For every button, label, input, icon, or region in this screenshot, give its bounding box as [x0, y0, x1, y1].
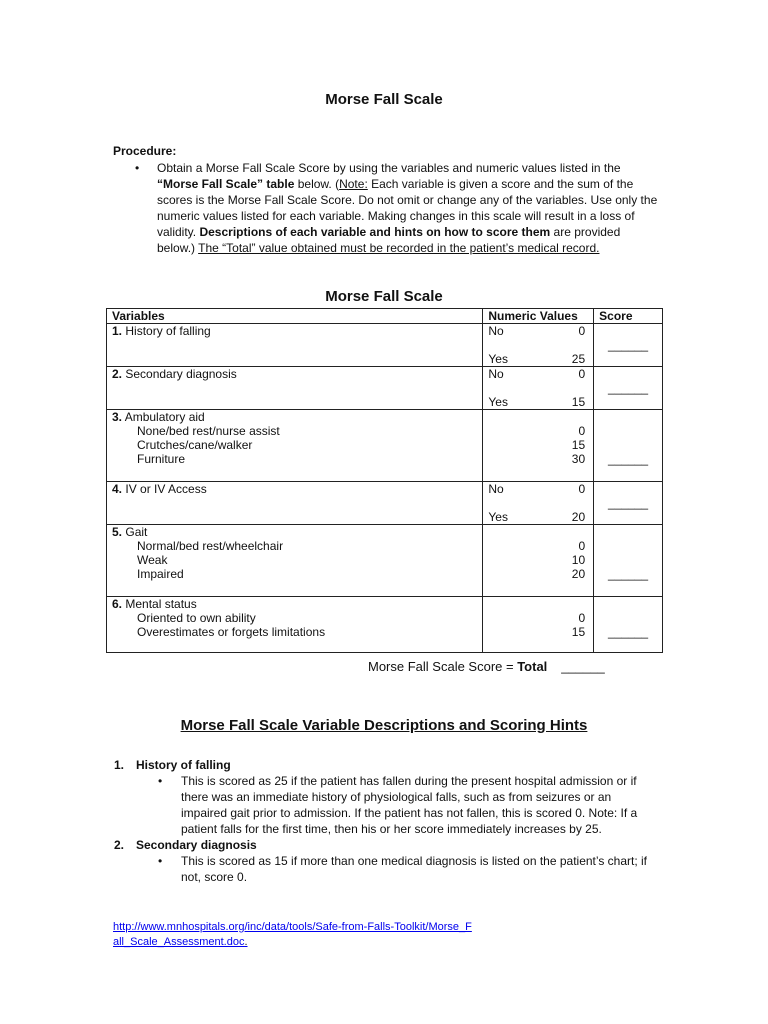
option-value: 0: [578, 324, 586, 338]
description-number: 1.: [114, 758, 125, 772]
option-value: 0: [578, 482, 586, 496]
description-label: History of falling: [136, 758, 231, 772]
score-cell[interactable]: [594, 410, 663, 482]
procedure-table-ref: “Morse Fall Scale” table: [157, 177, 295, 191]
descriptions-title: Morse Fall Scale Variable Descriptions and Scoring Hints: [180, 717, 588, 734]
table-header-row: [107, 309, 663, 324]
variable-cell: [107, 367, 483, 410]
description-number: 2.: [114, 838, 125, 852]
header-variables: Variables: [107, 309, 483, 324]
source-link[interactable]: http://www.mnhospitals.org/inc/data/tools/Safe-from-Falls-Toolkit/Morse_Fall_Scale_Assessment.doc: [113, 921, 472, 948]
option-label: Oriented to own ability: [137, 611, 256, 625]
variable-name: Gait: [125, 525, 148, 539]
variable-name: Ambulatory aid: [124, 410, 205, 424]
variable-cell: [107, 482, 483, 525]
option-value: 20: [571, 567, 586, 581]
morse-fall-scale-table: [106, 308, 663, 653]
option-label: Weak: [137, 553, 168, 567]
option-label: Normal/bed rest/wheelchair: [137, 539, 284, 553]
variable-name: History of falling: [125, 324, 211, 338]
score-blank[interactable]: ______: [608, 567, 649, 581]
numeric-values-cell: [483, 482, 594, 525]
numeric-values-cell: [483, 525, 594, 597]
table-row: [107, 367, 663, 410]
variable-number: 4.: [112, 482, 123, 496]
score-blank[interactable]: ______: [608, 496, 649, 510]
procedure-bullet-item: [113, 160, 658, 256]
numeric-values-cell: [483, 324, 594, 367]
score-cell[interactable]: [594, 525, 663, 597]
variable-name: Mental status: [125, 597, 197, 611]
option-value: 10: [571, 553, 586, 567]
score-cell[interactable]: [594, 482, 663, 525]
option-label: Furniture: [137, 452, 186, 466]
variable-name: IV or IV Access: [125, 482, 207, 496]
score-cell[interactable]: [594, 597, 663, 653]
source-link-line: [113, 920, 473, 950]
description-label: Secondary diagnosis: [136, 838, 257, 852]
option-value: 0: [578, 611, 586, 625]
numeric-values-cell: [483, 597, 594, 653]
procedure-text-7: are provided below.): [157, 225, 621, 255]
total-score-line: [368, 659, 605, 674]
variable-cell: [107, 324, 483, 367]
variable-number: 1.: [112, 324, 123, 338]
option-label: Yes: [488, 395, 508, 409]
description-text: This is scored as 25 if the patient has fallen during the present hospital admission or if there was an immediate history of physiological falls, such as from seizures or an impaired gait prior to admission. If the patient has not fallen, this is scored 0. Note: If a patient falls for the first time, then his or her score immediately increases by 25.: [181, 774, 638, 836]
option-value: 0: [578, 367, 586, 381]
variable-cell: [107, 525, 483, 597]
variable-cell: [107, 410, 483, 482]
option-value: 0: [578, 424, 586, 438]
page-title: Morse Fall Scale: [325, 91, 443, 108]
procedure-note-label: Note:: [339, 177, 368, 191]
option-label: None/bed rest/nurse assist: [137, 424, 280, 438]
total-bold-label: Total: [517, 659, 548, 674]
option-value: 20: [571, 510, 586, 524]
table-row: [107, 525, 663, 597]
option-value: 0: [578, 539, 586, 553]
procedure-descriptions-ref: Descriptions of each variable and hints on how to score them: [199, 225, 551, 239]
table-row: [107, 482, 663, 525]
option-label: Yes: [488, 352, 508, 366]
description-item: [114, 837, 656, 885]
variable-name: Secondary diagnosis: [125, 367, 237, 381]
score-blank[interactable]: ______: [608, 452, 649, 466]
bullet-icon: •: [158, 854, 163, 868]
procedure-text-5: Each variable is given a score and the sum of the scores is the Morse Fall Scale Score. Do not omit or change any of the variables. Use only the numeric values listed for each variable. Making changes in this scale will result in a loss of validity.: [157, 177, 658, 239]
procedure-total-instruction: The “Total” value obtained must be recorded in the patient’s medical record.: [198, 241, 600, 255]
table-row: [107, 410, 663, 482]
option-value: 15: [571, 395, 586, 409]
score-blank[interactable]: ______: [608, 381, 649, 395]
score-cell[interactable]: [594, 324, 663, 367]
description-text: This is scored as 15 if more than one medical diagnosis is listed on the patient’s chart; if not, score 0.: [181, 854, 648, 884]
score-cell[interactable]: [594, 367, 663, 410]
header-numeric-values: Numeric Values: [483, 309, 594, 324]
table-row: [107, 324, 663, 367]
variable-cell: [107, 597, 483, 653]
table-title: Morse Fall Scale: [325, 288, 443, 305]
variable-number: 5.: [112, 525, 123, 539]
variable-number: 2.: [112, 367, 123, 381]
option-value: 15: [571, 625, 586, 639]
table-row: [107, 597, 663, 653]
procedure-section: [113, 144, 658, 256]
total-blank[interactable]: ______: [561, 659, 605, 674]
bullet-icon: •: [135, 161, 140, 175]
option-value: 30: [571, 452, 586, 466]
header-score: Score: [594, 309, 663, 324]
description-item: [114, 757, 656, 837]
score-blank[interactable]: ______: [608, 338, 649, 352]
option-value: 15: [571, 438, 586, 452]
option-label: No: [488, 367, 504, 381]
variable-number: 6.: [112, 597, 123, 611]
procedure-heading: Procedure:: [113, 144, 177, 158]
score-blank[interactable]: ______: [608, 625, 649, 639]
variable-number: 3.: [112, 410, 123, 424]
option-label: Impaired: [137, 567, 184, 581]
option-label: Crutches/cane/walker: [137, 438, 253, 452]
total-label: Morse Fall Scale Score =: [368, 659, 518, 674]
bullet-icon: •: [158, 774, 163, 788]
numeric-values-cell: [483, 410, 594, 482]
option-label: Overestimates or forgets limitations: [137, 625, 326, 639]
procedure-text-3: below. (: [294, 177, 340, 191]
descriptions-list: [114, 757, 656, 885]
option-label: No: [488, 482, 504, 496]
numeric-values-cell: [483, 367, 594, 410]
source-link-suffix: .: [244, 936, 248, 948]
option-label: No: [488, 324, 504, 338]
option-label: Yes: [488, 510, 508, 524]
option-value: 25: [571, 352, 586, 366]
procedure-text-1: Obtain a Morse Fall Scale Score by using the variables and numeric values listed in the: [157, 161, 621, 175]
